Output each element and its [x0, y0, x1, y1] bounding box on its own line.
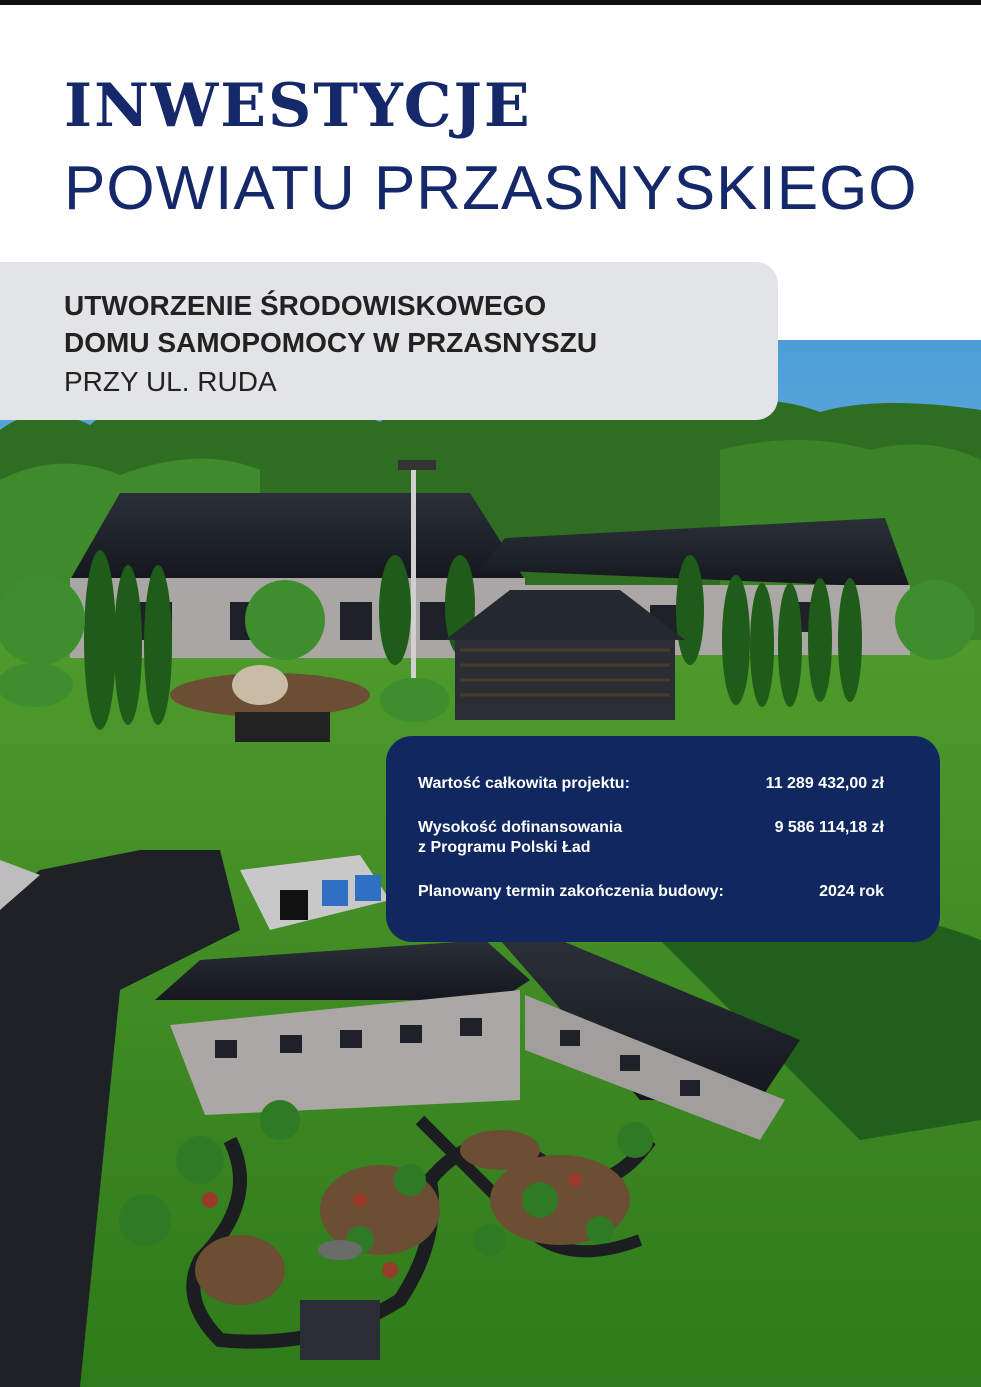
page-title-line2: POWIATU PRZASNYSKIEGO [64, 154, 918, 223]
project-title-line1: UTWORZENIE ŚRODOWISKOWEGO [64, 290, 547, 321]
project-info-box [386, 736, 940, 942]
completion-value: 2024 rok [819, 883, 884, 900]
page-title-line1: INWESTYCJE [64, 71, 532, 141]
project-title-box [0, 262, 778, 420]
total-value: 11 289 432,00 zł [765, 775, 884, 792]
funding-label-line2: z Programu Polski Ład [418, 839, 591, 856]
project-title-line2: DOMU SAMOPOMOCY W PRZASNYSZU [64, 327, 598, 358]
top-border [0, 0, 981, 5]
project-address: PRZY UL. RUDA [64, 366, 277, 397]
completion-label: Planowany termin zakończenia budowy: [418, 883, 724, 900]
total-value-label: Wartość całkowita projektu: [418, 775, 630, 792]
funding-value: 9 586 114,18 zł [774, 819, 884, 836]
funding-label-line1: Wysokość dofinansowania [418, 819, 623, 836]
